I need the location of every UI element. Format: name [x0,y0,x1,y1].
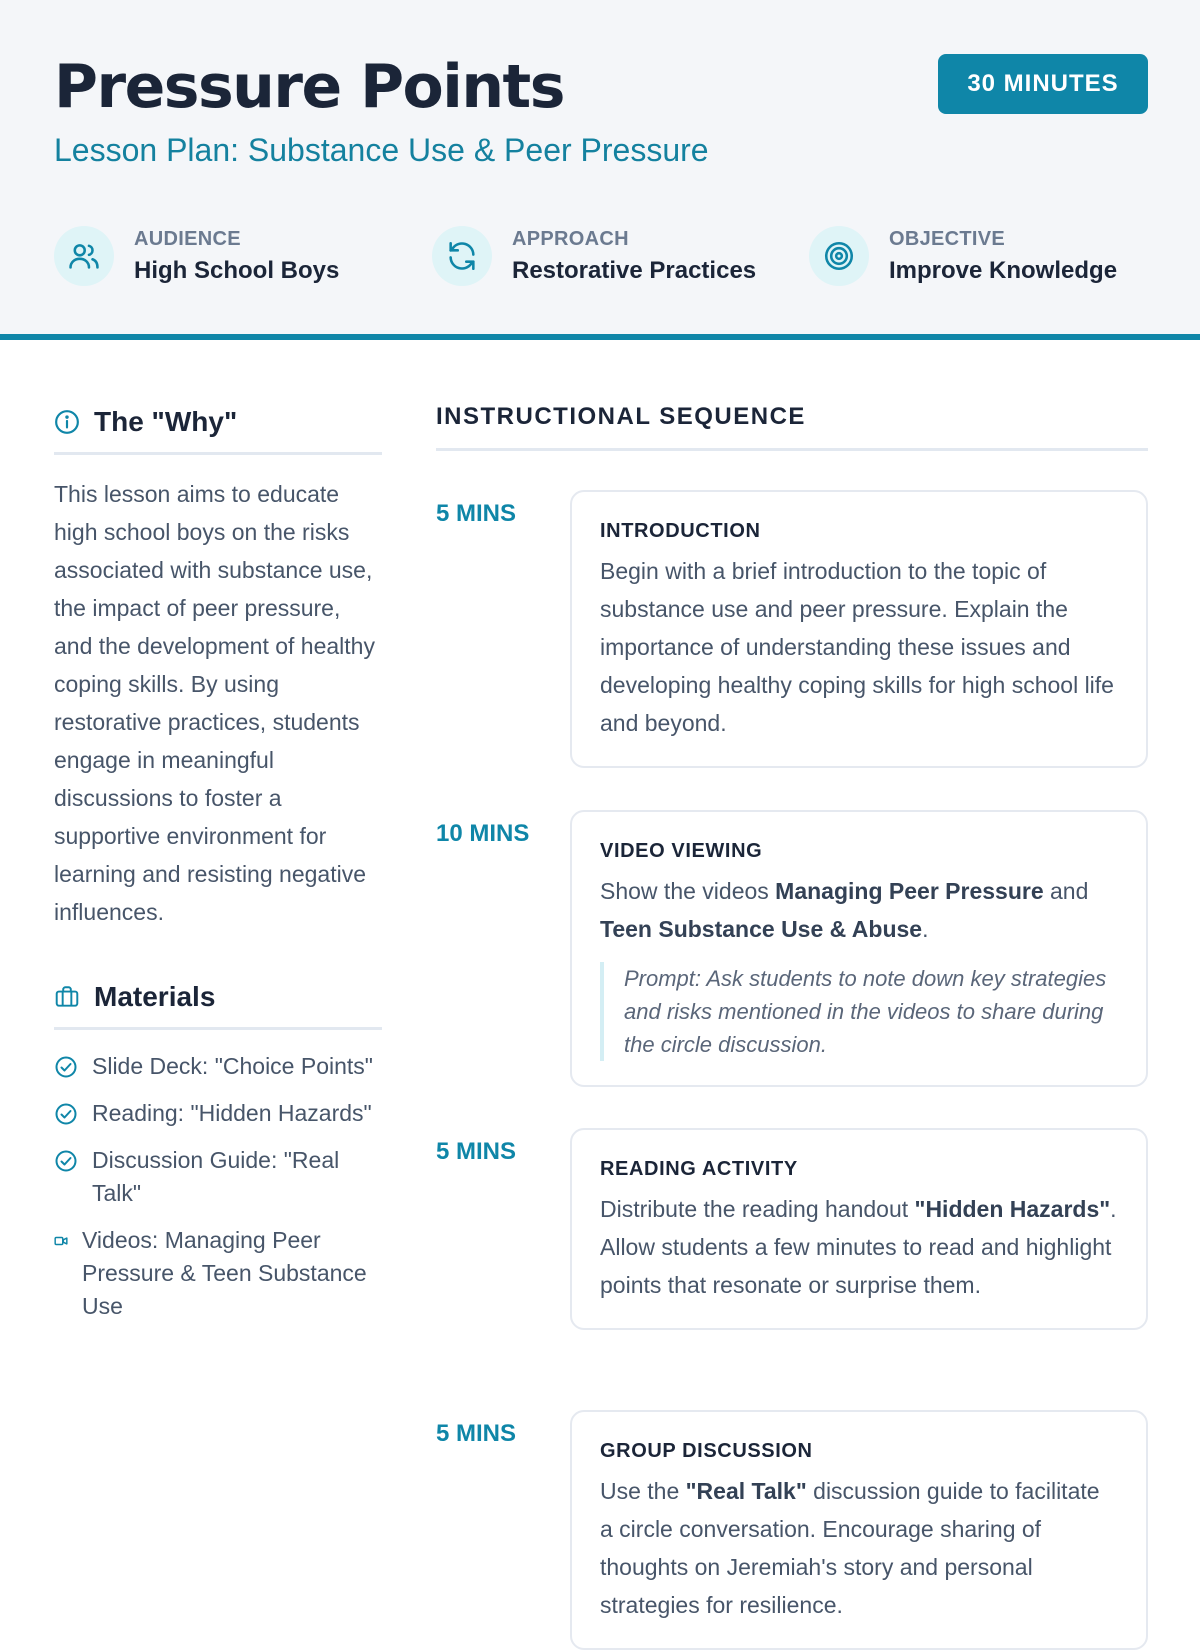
step-duration: 10 MINS [436,820,530,847]
material-text: Videos: Managing Peer Pressure & Teen Substance Use [82,1227,367,1319]
meta-audience [54,226,339,286]
sidebar [54,400,382,1337]
step-card [570,1410,1148,1650]
step-duration: 5 MINS [436,1138,517,1165]
users-icon [54,226,114,286]
meta-value: Improve Knowledge [889,257,1118,284]
materials-heading [54,975,382,1030]
step-text: Use the "Real Talk" discussion guide to facilitate a circle conversation. Encourage sharing of thoughts on Jeremiah's story and personal strategies for resilience. [600,1478,1100,1618]
meta-label: OBJECTIVE [889,228,1006,250]
materials-title: Materials [94,981,216,1012]
target-icon [809,226,869,286]
briefcase-icon [54,984,80,1010]
check-circle-icon [54,1102,78,1126]
step-prompt: Prompt: Ask students to note down key strategies and risks mentioned in the videos to share during the circle discussion. [600,962,1118,1061]
meta-value: Restorative Practices [512,257,757,284]
page-subtitle: Lesson Plan: Substance Use & Peer Pressure [54,132,709,168]
video-title: Managing Peer Pressure [775,878,1044,904]
list-item [54,1224,382,1323]
check-circle-icon [54,1149,78,1173]
refresh-icon [432,226,492,286]
meta-value: High School Boys [134,257,340,284]
step-card [570,810,1148,1087]
reading-title: "Hidden Hazards" [914,1196,1111,1222]
step-text: Begin with a brief introduction to the topic of substance use and peer pressure. Explain the importance of understanding these issues and developing healthy coping skills for high school life and beyond. [600,558,1114,736]
why-text: This lesson aims to educate high school boys on the risks associated with substance use, the impact of peer pressure, and the development of healthy coping skills. By using restorative practices, students engage in meaningful discussions to foster a supportive environment for learning and resisting negative influences. [54,481,375,925]
materials-list [54,1050,382,1323]
step-title: VIDEO VIEWING [600,840,763,862]
step-duration: 5 MINS [436,1420,517,1447]
video-icon [54,1234,68,1248]
step-card [570,490,1148,768]
step-duration: 5 MINS [436,500,517,527]
meta-objective [809,226,1117,286]
list-item [54,1144,382,1210]
sequence-title: INSTRUCTIONAL SEQUENCE [436,400,1148,451]
list-item [54,1050,382,1083]
guide-title: "Real Talk" [685,1478,807,1504]
page-title: Pressure Points [54,52,564,122]
why-title: The "Why" [94,406,238,437]
lesson-header [0,0,1200,340]
step-text: Distribute the reading handout "Hidden Hazards". Allow students a few minutes to read and highlight points that resonate or surprise them. [600,1196,1117,1298]
material-text: Reading: "Hidden Hazards" [92,1100,372,1126]
duration-badge: 30 MINUTES [938,54,1148,114]
step-title: INTRODUCTION [600,520,761,542]
material-text: Discussion Guide: "Real Talk" [92,1147,340,1206]
meta-label: APPROACH [512,228,629,250]
step-title: GROUP DISCUSSION [600,1440,813,1462]
step-title: READING ACTIVITY [600,1158,798,1180]
step-card [570,1128,1148,1330]
check-circle-icon [54,1055,78,1079]
info-icon [54,409,80,435]
meta-approach [432,226,756,286]
material-text: Slide Deck: "Choice Points" [92,1053,373,1079]
meta-label: AUDIENCE [134,228,241,250]
video-title: Teen Substance Use & Abuse [600,916,923,942]
why-heading [54,400,382,455]
instructional-sequence [436,400,1148,1618]
list-item [54,1097,382,1130]
step-text: Show the videos Managing Peer Pressure and Teen Substance Use & Abuse. [600,878,1089,942]
